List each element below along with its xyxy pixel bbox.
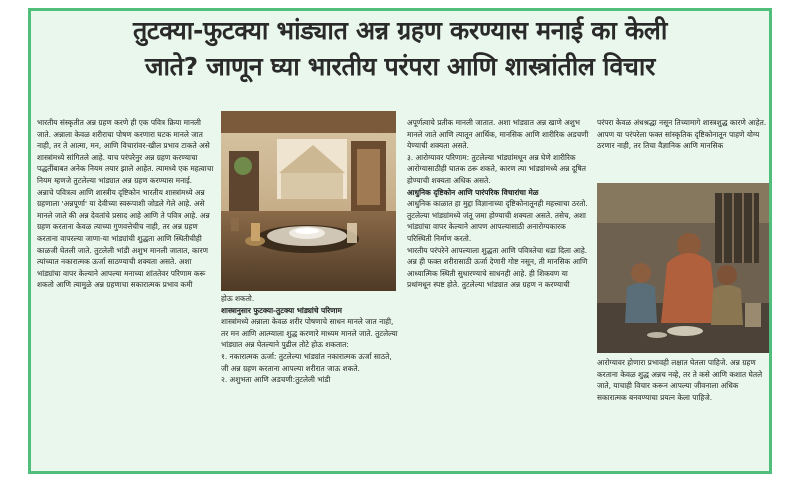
headline (31, 13, 769, 85)
column-2 (221, 293, 399, 469)
col3-subheading: आधुनिक दृष्टिकोन आणि पारंपरिक विचारांचा मेळ (407, 187, 539, 197)
column-1 (37, 117, 217, 472)
col1-paragraph-2: अन्नाचे पवित्रत्व आणि शास्त्रीय दृष्टिकोन भारतीय शास्त्रांमध्ये अन्न ग्रहणाला 'अन्नपूर्णा' या देवीच्या स्वरूपाशी जोडले गेले आहे. असे मानले जाते की अन्न देवतांचे प्रसाद आहे आणि ते पवित्र आहे. अन्न ग्रहण करताना केवळ त्याच्या गुणवत्तेचीच नाही, तर अन्न ग्रहण करताना वापरल्या जाणा-या भांड्यांची शुद्धता आणि स्थितीचीही काळजी घेतली जाते. तुटलेली भांडी अशुभ मानली जातात, कारण त्यांच्यात नकारात्मक ऊर्जा साठण्याची शक्यता असते. अशा भांड्यांचा वापर केल्याने आपल्या मनाच्या शांततेवर परिणाम करू शकतो आणि त्यामुळे अन्न ग्रहणाचा सकारात्मक प्रभाव कमी (37, 187, 210, 290)
dining-table-image (221, 111, 396, 291)
column-3 (407, 117, 591, 472)
column-4-top (597, 117, 767, 177)
col2-paragraph-2: १. नकारात्मक ऊर्जा: तुटलेल्या भांड्यांत नकारात्मक ऊर्जा साठते, जी अन्न ग्रहण करताना आपल्या शरीरात जाऊ शकते. (221, 351, 392, 373)
col3-paragraph-2: ३. आरोग्यावर परिणाम: तुटलेल्या भांड्यांमधून अन्न घेणे शारीरिक आरोग्यासाठीही घातक ठरू शकते, कारण त्या भांड्यांमध्ये अन्न दूषित होण्याची शक्यता अधिक असते. (407, 152, 587, 185)
col3-paragraph-4: भारतीय परंपरेने आपल्याला शुद्धता आणि पवित्रतेचा धडा दिला आहे. अन्न ही फक्त शरीरासाठी ऊर्जा देणारी गोष्ट नसून, ती मानसिक आणि आध्यात्मिक स्थिती सुधारण्याचे साधनही आहे. ही शिकवण या प्रथांमधून स्पष्ट होते. तुटलेल्या भांड्यात अन्न ग्रहण न करण्याची (407, 245, 588, 290)
col4-paragraph-2: आरोग्यावर होणारा प्रभावही लक्षात घेतला पाहिजे. अन्न ग्रहण करताना केवळ शुद्ध अन्नच नव्हे, तर ते कसे आणि कशात घेतले जाते, याचाही विचार करून आपल्या जीवनाला अधिक सकारात्मक बनवण्याचा प्रयत्न केला पाहिजे. (597, 358, 763, 402)
col2-lead: होऊ शकतो. (221, 294, 255, 303)
col1-paragraph-1: भारतीय संस्कृतीत अन्न ग्रहण करणे ही एक पवित्र क्रिया मानली जाते. अन्नाला केवळ शरीराचा पोषण करणारा घटक मानले जात नाही, तर ते आत्मा, मन, आणि विचारांवर-खील प्रभाव टाकते असे शास्त्रांमध्ये सांगितले आहे. याच परंपरेनुर अन्न ग्रहण करण्याचा पद्धतींबाबत अनेक नियम तयार झाले आहेत. त्यामध्ये एक महत्वाचा नियम म्हणजे तुटलेल्या भांड्यात अन्न ग्रहण करण्यास मनाई. (37, 118, 214, 185)
col2-subheading: शास्त्रानुसार फुटक्या-तुटक्या भांड्यांचे परिणाम (221, 305, 342, 315)
column-4-bottom (597, 357, 769, 469)
children-eating-image (597, 183, 769, 353)
col3-paragraph-1: अपूर्णत्वाचे प्रतीक मानली जातात. अशा भांड्यात अन्न खाणे अशुभ मानले जाते आणि त्यातून आर्थिक, मानसिक आणि शारीरिक अडचणी येण्याची शक्यता असते. (407, 118, 589, 151)
col3-paragraph-3: आधुनिक काळात हा मुद्दा विज्ञानाच्या दृष्टिकोनातूनही महत्त्वाचा ठरतो. तुटलेल्या भांड्यांमध्ये जंतू जमा होण्याची शक्यता असते. तसेच, अशा भांड्यांचा वापर केल्याने आपण आपल्यासाठी अनारोग्यकारक परिस्थिती निर्माण करतो. (407, 199, 588, 243)
article-frame (28, 8, 772, 474)
col2-paragraph-1: शास्त्रांमध्ये अन्नाला केवळ शरीर पोषणाचे साधन मानले जात नाही, तर मन आणि आत्म्याला शुद्ध करणारे माध्यम मानले जाते. तुटलेल्या भांड्यात अन्न घेतल्याने पुढील तोटे होऊ शकतात: (221, 317, 398, 350)
headline-line-2: जाते? जाणून घ्या भारतीय परंपरा आणि शास्त्रांतील विचार (144, 52, 656, 81)
col2-paragraph-3: २. अशुभता आणि अडचणी:तुटलेली भांडी (221, 375, 331, 385)
headline-line-1: तुटक्या-फुटक्या भांड्यात अन्न ग्रहण करण्यास मनाई का केली (132, 16, 668, 45)
col4-paragraph-1: परंपरा केवळ अंधश्रद्धा नसून तिच्यामागे शास्त्रशुद्ध कारणे आहेत. आपण या परंपरेला फक्त सांस्कृतिक दृष्टिकोनातून पाहणे योग्य ठरणार नाही, तर तिचा वैज्ञानिक आणि मानसिक (597, 118, 767, 151)
